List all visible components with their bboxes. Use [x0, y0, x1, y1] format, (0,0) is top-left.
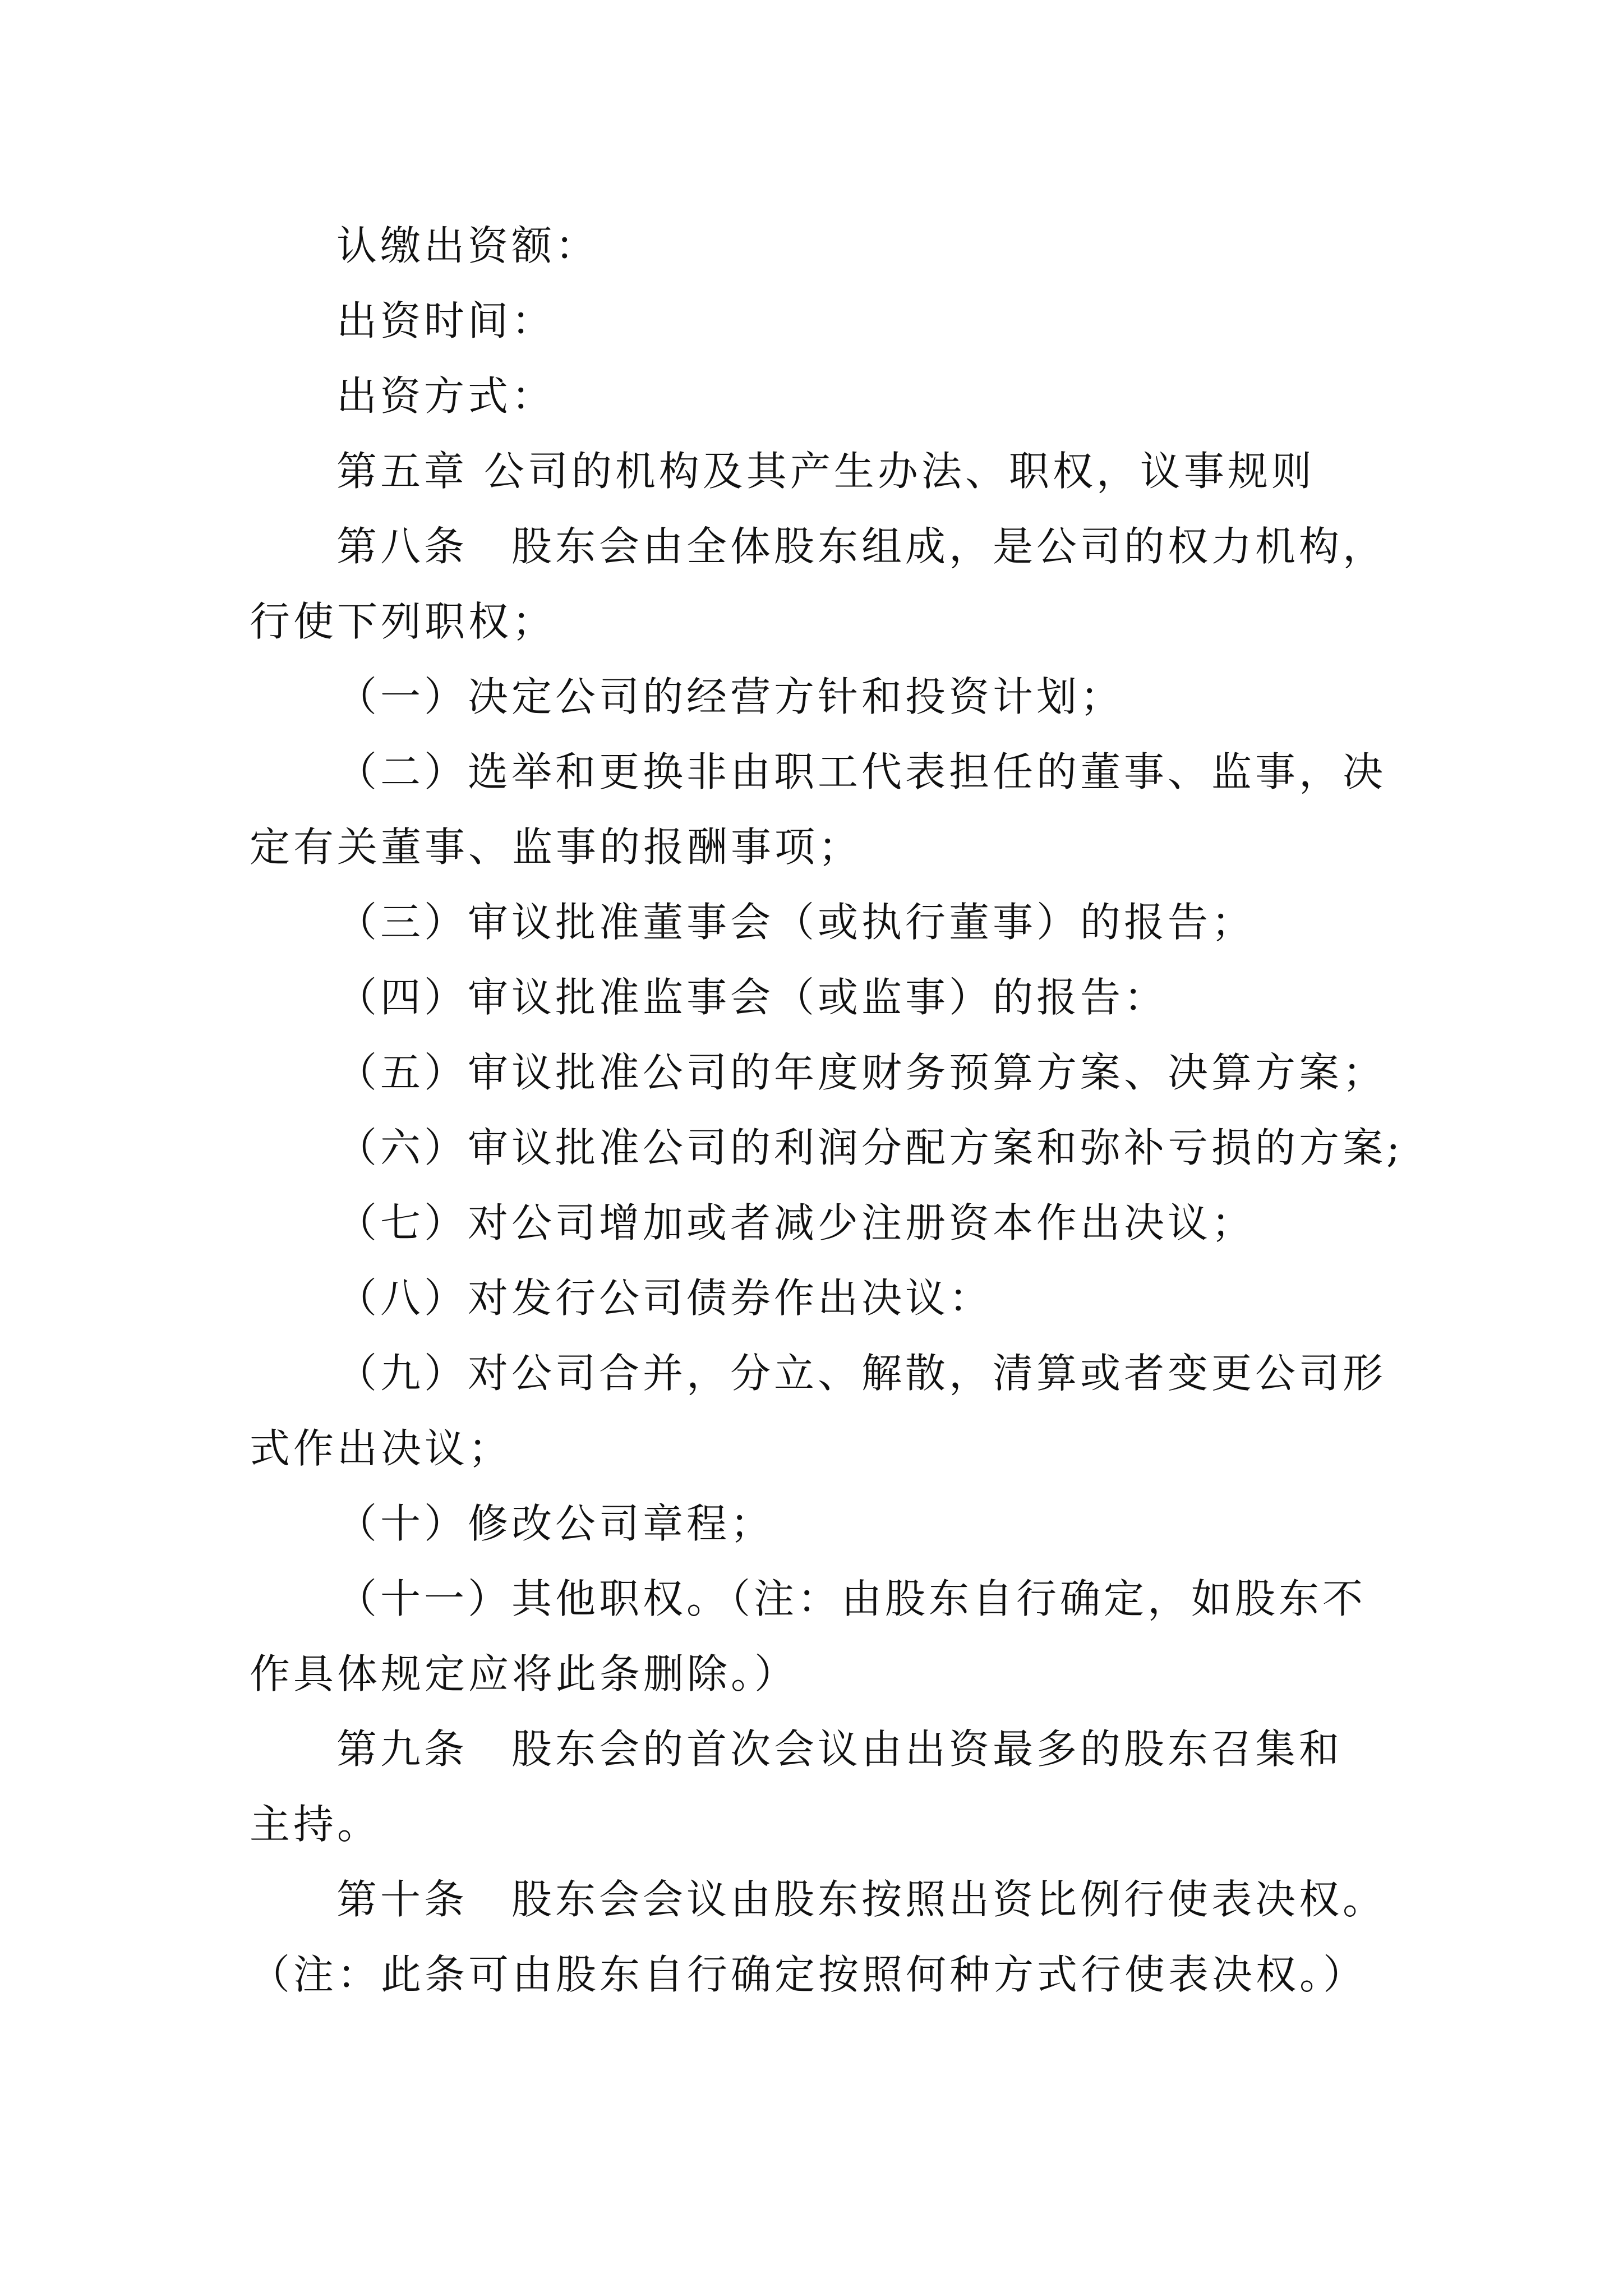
- clause-10: （十）修改公司章程；: [336, 1500, 774, 1547]
- clause-11-line-1: （十一）其他职权。（注：由股东自行确定，如股东不: [336, 1575, 1367, 1622]
- article-8-line-2: 行使下列职权；: [250, 598, 556, 645]
- article-8-line-1: 第八条 股东会由全体股东组成，是公司的权力机构，: [336, 523, 1387, 570]
- article-9-line-1: 第九条 股东会的首次会议由出资最多的股东召集和: [336, 1726, 1343, 1773]
- article-9-line-2: 主持。: [250, 1801, 381, 1848]
- clause-5: （五）审议批准公司的年度财务预算方案、决算方案；: [336, 1049, 1387, 1096]
- text-line-contribution-time: 出资时间：: [336, 297, 556, 344]
- text-line-contribution-method: 出资方式：: [336, 372, 556, 420]
- clause-9-line-2: 式作出决议；: [250, 1425, 513, 1472]
- clause-8: （八）对发行公司债券作出决议：: [336, 1274, 993, 1322]
- clause-3: （三）审议批准董事会（或执行董事）的报告；: [336, 899, 1256, 946]
- clause-1: （一）决定公司的经营方针和投资计划；: [336, 673, 1124, 720]
- clause-2-line-1: （二）选举和更换非由职工代表担任的董事、监事，决: [336, 748, 1387, 795]
- clause-9-line-1: （九）对公司合并，分立、解散，清算或者变更公司形: [336, 1350, 1387, 1397]
- clause-6: （六）审议批准公司的利润分配方案和弥补亏损的方案;: [336, 1124, 1404, 1171]
- chapter-heading: 第五章 公司的机构及其产生办法、职权，议事规则: [336, 448, 1315, 495]
- clause-2-line-2: 定有关董事、监事的报酬事项；: [250, 823, 863, 871]
- clause-11-line-2: 作具体规定应将此条删除。）: [250, 1650, 799, 1697]
- article-10-line-1: 第十条 股东会会议由股东按照出资比例行使表决权。: [336, 1876, 1387, 1923]
- article-10-note: （注：此条可由股东自行确定按照何种方式行使表决权。）: [250, 1951, 1367, 1998]
- clause-4: （四）审议批准监事会（或监事）的报告：: [336, 974, 1168, 1021]
- clause-7: （七）对公司增加或者减少注册资本作出决议；: [336, 1199, 1256, 1246]
- text-line-subscribed-amount: 认缴出资额：: [336, 222, 600, 269]
